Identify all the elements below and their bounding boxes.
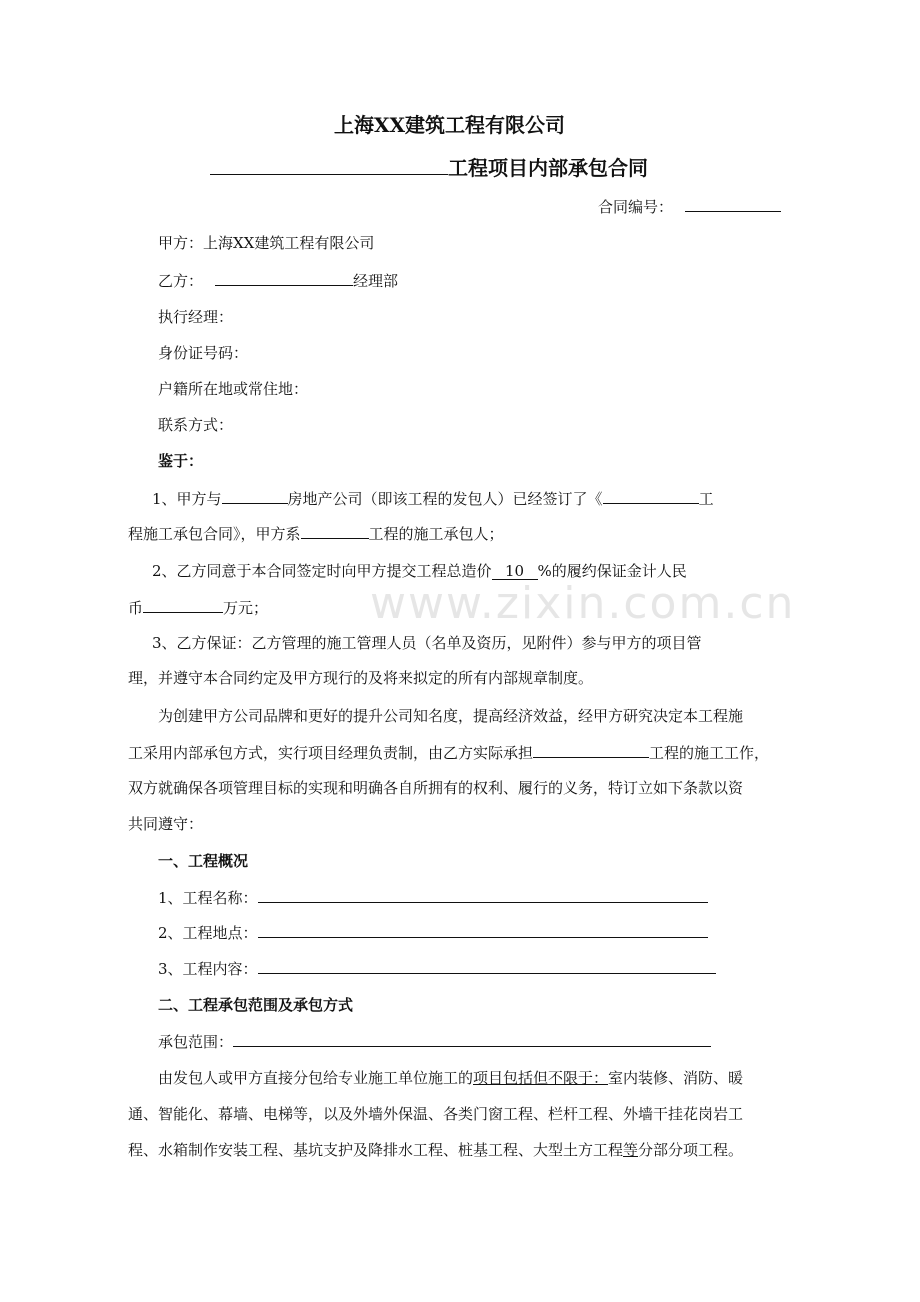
preamble-line-1: 为创建甲方公司品牌和更好的提升公司知名度，提高经济效益，经甲方研究决定本工程施 bbox=[158, 707, 744, 725]
project-blank[interactable] bbox=[301, 523, 369, 539]
project-content: 3、工程内容： bbox=[158, 958, 716, 979]
project-location-field[interactable] bbox=[258, 922, 708, 938]
project-name-field[interactable] bbox=[258, 887, 708, 903]
watermark: www.zixin.com.cn bbox=[370, 578, 796, 629]
scope-paragraph-line-1: 由发包人或甲方直接分包给专业施工单位施工的项目包括但不限于：室内装修、消防、暖 bbox=[158, 1069, 744, 1087]
project-location: 2、工程地点： bbox=[158, 922, 708, 943]
contract-title: 工程项目内部承包合同 bbox=[210, 154, 648, 181]
residence: 户籍所在地或常住地： bbox=[158, 380, 309, 398]
clause-1-line-2: 程施工承包合同》，甲方系 工程的施工承包人； bbox=[128, 525, 504, 543]
preamble-line-3: 双方就确保各项管理目标的实现和明确各自所拥有的权利、履行的义务，特订立如下条款以资 bbox=[128, 779, 744, 797]
scope-paragraph-line-3: 程、水箱制作安装工程、基坑支护及降排水工程、桩基工程、大型土方工程等分部分项工程。 bbox=[128, 1141, 744, 1159]
deposit-amount-blank[interactable] bbox=[143, 597, 223, 613]
company-title: 上海XX建筑工程有限公司 bbox=[334, 113, 566, 137]
party-b: 乙方： 经理部 bbox=[158, 272, 399, 290]
party-a: 甲方：上海XX建筑工程有限公司 bbox=[158, 234, 375, 252]
contract-name-blank[interactable] bbox=[603, 488, 699, 504]
clause-1-line-1: 1、甲方与 房地产公司（即该工程的发包人）已经签订了《 工 bbox=[152, 490, 714, 508]
scope: 承包范围： bbox=[158, 1031, 711, 1052]
project-name: 1、工程名称： bbox=[158, 887, 708, 908]
section-1-heading: 一、工程概况 bbox=[158, 852, 249, 870]
preamble-line-4: 共同遵守： bbox=[128, 815, 204, 833]
party-b-blank[interactable] bbox=[215, 270, 353, 286]
id-number: 身份证号码： bbox=[158, 344, 249, 362]
whereas-heading: 鉴于： bbox=[158, 452, 204, 470]
project-content-field[interactable] bbox=[258, 958, 716, 974]
contract-number-blank[interactable] bbox=[685, 196, 781, 212]
clause-3-line-2: 理，并遵守本合同约定及甲方现行的及将来拟定的所有内部规章制度。 bbox=[128, 669, 594, 687]
executive-manager: 执行经理： bbox=[158, 308, 234, 326]
developer-blank[interactable] bbox=[222, 488, 288, 504]
section-2-heading: 二、工程承包范围及承包方式 bbox=[158, 996, 354, 1014]
project-name-blank[interactable] bbox=[210, 154, 448, 175]
clause-3-line-1: 3、乙方保证：乙方管理的施工管理人员（名单及资历，见附件）参与甲方的项目管 bbox=[152, 634, 702, 652]
undertaken-project-blank[interactable] bbox=[533, 742, 649, 758]
contract-number: 合同编号： bbox=[598, 196, 781, 217]
contact: 联系方式： bbox=[158, 416, 234, 434]
preamble-line-2: 工采用内部承包方式，实行项目经理负责制，由乙方实际承担 工程的施工工作， bbox=[128, 744, 770, 762]
scope-field[interactable] bbox=[233, 1031, 711, 1047]
scope-paragraph-line-2: 通、智能化、幕墙、电梯等，以及外墙外保温、各类门窗工程、栏杆工程、外墙干挂花岗岩工 bbox=[128, 1105, 744, 1123]
deposit-percent[interactable]: 10 bbox=[492, 563, 538, 580]
clause-2-line-2: 币 万元； bbox=[128, 599, 269, 617]
clause-2-line-1: 2、乙方同意于本合同签定时向甲方提交工程总造价 10 %的履约保证金计人民 bbox=[152, 562, 687, 580]
